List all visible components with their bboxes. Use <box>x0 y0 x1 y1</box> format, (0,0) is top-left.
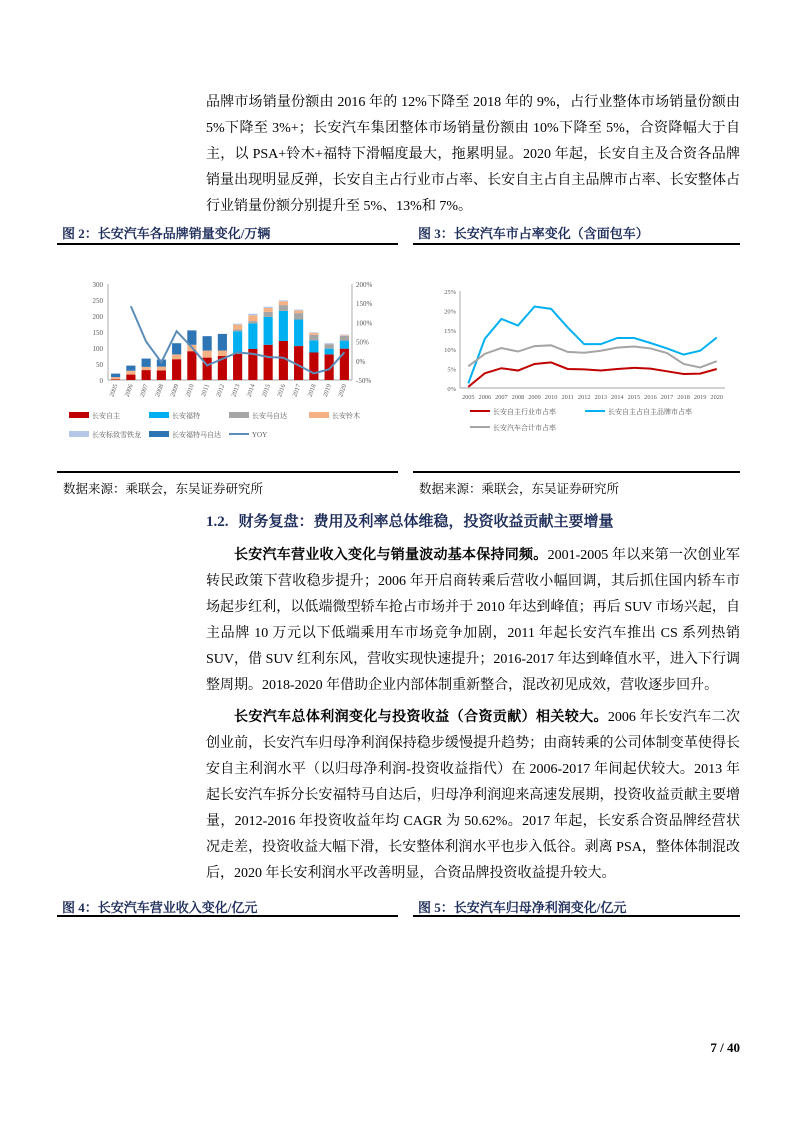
bar-segment <box>233 329 242 331</box>
x-tick-label: 2011 <box>561 394 574 401</box>
legend-label: 长安马自达 <box>252 412 287 420</box>
bar-segment <box>111 379 120 380</box>
x-tick-label: 2005 <box>461 394 475 401</box>
x-tick-label: 2012 <box>577 394 591 401</box>
bar-segment <box>340 335 349 336</box>
intro-paragraph: 品牌市场销量份额由 2016 年的 12%下降至 2018 年的 9%，占行业整体市场销量份额由 5%下降至 3%+；长安汽车集团整体市场销量份额由 10%下降至 5%，合资降幅大于自主，以 PSA+铃木+福特下滑幅度最大，拖累明显。2020 年起，长安自主及合资各品牌销量出现明显反弹，长安自主占行业市占率、长安自主占自主品牌市占率、长安整体占行业销量份额分别提升至 5%、13%和 7%。 <box>206 95 740 214</box>
x-tick-label: 2007 <box>138 383 151 398</box>
bar-segment <box>126 366 135 371</box>
series-line <box>468 345 716 367</box>
y2-tick-label: 0% <box>356 357 366 366</box>
x-tick-label: 2011 <box>200 383 212 398</box>
figure-5-caption: 图 5：长安汽车归母净利润变化/亿元 <box>418 900 627 915</box>
revenue-paragraph <box>206 543 740 699</box>
x-tick-label: 2009 <box>528 394 541 401</box>
bar-segment <box>142 370 151 380</box>
legend-label: 长安福特马自达 <box>172 431 221 439</box>
bar-segment <box>172 359 181 380</box>
x-tick-label: 2006 <box>123 383 135 398</box>
legend-label: 长安汽车合计市占率 <box>493 424 556 432</box>
x-tick-label: 2017 <box>291 383 303 398</box>
bar-segment <box>157 370 166 380</box>
y-tick-label: 15% <box>444 327 456 335</box>
brand-sales-chart <box>57 260 398 460</box>
x-tick-label: 2017 <box>660 394 674 401</box>
figure-2-caption: 图 2：长安汽车各品牌销量变化/万辆 <box>62 226 271 241</box>
bar-segment <box>111 377 120 379</box>
x-tick-label: 2020 <box>337 383 349 398</box>
x-tick-label: 2015 <box>260 383 273 398</box>
y-tick-label: 25% <box>444 289 456 296</box>
x-tick-label: 2008 <box>511 394 525 401</box>
bar-segment <box>309 352 318 380</box>
bar-segment <box>309 335 318 340</box>
y-tick-label: 250 <box>92 297 103 305</box>
legend-swatch <box>309 412 329 418</box>
bar-segment <box>264 312 273 317</box>
x-tick-label: 2012 <box>215 383 227 398</box>
y2-tick-label: 200% <box>356 281 373 289</box>
x-tick-label: 2007 <box>495 394 508 401</box>
legend-swatch <box>149 412 169 418</box>
bar-segment <box>309 333 318 335</box>
bar-segment <box>233 354 242 380</box>
bar-segment <box>248 315 257 321</box>
bar-segment <box>325 344 334 348</box>
figure-2-bottom-rule <box>57 471 398 473</box>
revenue-paragraph-lead: 长安汽车营业收入变化与销量波动基本保持同频。 <box>234 548 548 563</box>
bar-segment <box>203 351 212 358</box>
y-tick-label: 20% <box>444 308 456 316</box>
x-tick-label: 2019 <box>321 383 334 398</box>
y2-tick-label: 100% <box>356 319 373 328</box>
figure-3-top-rule <box>413 243 740 245</box>
bar-segment <box>279 311 288 341</box>
bar-segment <box>325 349 334 355</box>
profit-paragraph <box>206 705 740 887</box>
legend-swatch <box>69 431 89 437</box>
bar-segment <box>203 336 212 350</box>
x-tick-label: 2010 <box>184 383 196 398</box>
bar-segment <box>325 343 334 344</box>
bar-segment <box>126 375 135 380</box>
y-tick-label: 300 <box>92 281 103 289</box>
bar-segment <box>309 340 318 352</box>
bar-segment <box>157 367 166 371</box>
bar-segment <box>340 341 349 349</box>
y-tick-label: 0 <box>99 377 103 385</box>
series-line <box>468 362 716 386</box>
body-flow <box>57 543 740 917</box>
bar-segment <box>264 317 273 345</box>
x-tick-label: 2015 <box>627 394 641 401</box>
bar-segment <box>218 351 227 356</box>
section-heading <box>206 510 614 531</box>
x-tick-label: 2005 <box>108 383 120 398</box>
y2-tick-label: 150% <box>356 300 373 309</box>
figure-4-top-rule <box>57 915 398 917</box>
legend-label: 长安铃木 <box>332 412 360 420</box>
bar-segment <box>325 354 334 380</box>
y-tick-label: 5% <box>447 366 456 374</box>
bar-segment <box>111 374 120 378</box>
y2-tick-label: -50% <box>356 377 372 385</box>
bar-segment <box>233 325 242 330</box>
bar-segment <box>233 324 242 325</box>
bar-segment <box>294 311 303 314</box>
x-tick-label: 2016 <box>644 394 657 401</box>
series-line <box>468 307 716 384</box>
x-tick-label: 2019 <box>693 394 707 401</box>
x-tick-label: 2013 <box>230 383 242 398</box>
bar-segment <box>248 323 257 349</box>
bar-segment <box>142 359 151 367</box>
market-share-chart <box>413 270 740 445</box>
bar-segment <box>218 334 227 351</box>
bar-segment <box>340 336 349 341</box>
bar-segment <box>279 341 288 380</box>
page-number: 7 / 40 <box>710 1040 740 1055</box>
bar-segment <box>264 307 273 308</box>
legend-swatch <box>149 431 169 437</box>
bar-segment <box>294 310 303 311</box>
profit-paragraph-body: 2006 年长安汽车二次创业前，长安汽车归母净利润保持稳步缓慢提升趋势；由商转乘的公司体制变革使得长安自主利润水平（以归母净利润-投资收益指代）在 2006-2017 年间起伏较大。2013 年起长安汽车拆分长安福特马自达后，归母净利润迎来高速发展期，投资收益贡献主要增量，2012-2016 年投资收益年均 CAGR 为 50.62%。2017 年起，长安系合资品牌经营状况走差，投资收益大幅下滑，长安整体利润水平也步入低谷。剥离 PSA，整体体制混改后，2020 年长安利润水平改善明显，合资品牌投资收益提升较大。 <box>206 710 741 881</box>
x-tick-label: 2006 <box>478 394 492 401</box>
bar-segment <box>233 331 242 353</box>
legend-label: 长安自主 <box>92 412 120 420</box>
figure-2-top-rule <box>57 243 398 245</box>
bar-segment <box>279 300 288 301</box>
bar-segment <box>126 371 135 375</box>
figure-3-caption: 图 3：长安汽车市占率变化（含面包车） <box>418 226 649 241</box>
y-tick-label: 10% <box>444 347 456 355</box>
bar-segment <box>248 314 257 316</box>
x-tick-label: 2013 <box>594 394 608 401</box>
y2-tick-label: 50% <box>356 338 369 347</box>
bar-segment <box>309 332 318 333</box>
x-tick-label: 2020 <box>710 394 724 401</box>
bar-segment <box>142 367 151 370</box>
x-tick-label: 2008 <box>154 383 166 398</box>
y-tick-label: 50 <box>96 361 103 369</box>
x-tick-label: 2014 <box>245 383 257 398</box>
x-tick-label: 2010 <box>544 394 558 401</box>
legend-swatch <box>229 412 249 418</box>
bar-segment <box>248 321 257 323</box>
bar-segment <box>279 305 288 311</box>
legend-label: 长安自主行业市占率 <box>493 408 556 416</box>
figure-2-source: 数据来源：乘联会，东吴证券研究所 <box>63 482 264 496</box>
figure-4-5-header-row <box>57 893 740 917</box>
revenue-paragraph-body: 2001-2005 年以来第一次创业军转民政策下营收稳步提升；2006 年开启商转乘后营收小幅回调，其后抓住国内轿车市场起步红利，以低端微型轿车抢占市场并于 2010 年达到峰值；再后 SUV 市场兴起，自主品牌 10 万元以下低端乘用车市场竞争加剧，2011 年起长安汽车推出 CS 系列热销 SUV，借 SUV 红利东风，营收实现快速提升；2016-2017 年达到峰值水平，进入下行调整周期。2018-2020 年借助企业内部体制重新整合，混改初见成效，营收逐步回升。 <box>206 548 740 693</box>
bar-segment <box>294 313 303 319</box>
bar-segment <box>279 301 288 305</box>
y-tick-label: 100 <box>92 345 103 353</box>
y-tick-label: 200 <box>92 313 103 321</box>
bar-segment <box>172 343 181 354</box>
x-tick-label: 2016 <box>276 383 288 398</box>
x-tick-label: 2018 <box>677 394 690 401</box>
legend-swatch <box>69 412 89 418</box>
figure-3-source: 数据来源：乘联会，东吴证券研究所 <box>419 482 620 496</box>
bar-segment <box>172 354 181 359</box>
bar-segment <box>187 351 196 380</box>
section-number: 1.2. <box>206 514 229 530</box>
bar-segment <box>340 335 349 336</box>
legend-label: 长安福特 <box>172 412 200 420</box>
section-title: 财务复盘：费用及利率总体维稳，投资收益贡献主要增量 <box>238 514 614 530</box>
legend-label: 长安标致雪铁龙 <box>92 431 141 439</box>
y-tick-label: 0% <box>447 386 456 393</box>
figure-3-bottom-rule <box>413 471 740 473</box>
x-tick-label: 2009 <box>169 383 181 398</box>
profit-paragraph-lead: 长安汽车总体利润变化与投资收益（合资贡献）相关较大。 <box>234 710 608 725</box>
x-tick-label: 2014 <box>611 394 624 401</box>
legend-label: YOY <box>252 431 268 439</box>
bar-segment <box>264 308 273 312</box>
bar-segment <box>294 320 303 347</box>
x-tick-label: 2018 <box>306 383 318 398</box>
figure-5-top-rule <box>413 915 740 917</box>
legend-label: 长安自主占自主品牌市占率 <box>608 408 692 416</box>
bar-segment <box>264 345 273 380</box>
figure-4-caption: 图 4：长安汽车营业收入变化/亿元 <box>62 900 258 915</box>
y-tick-label: 150 <box>92 329 103 337</box>
